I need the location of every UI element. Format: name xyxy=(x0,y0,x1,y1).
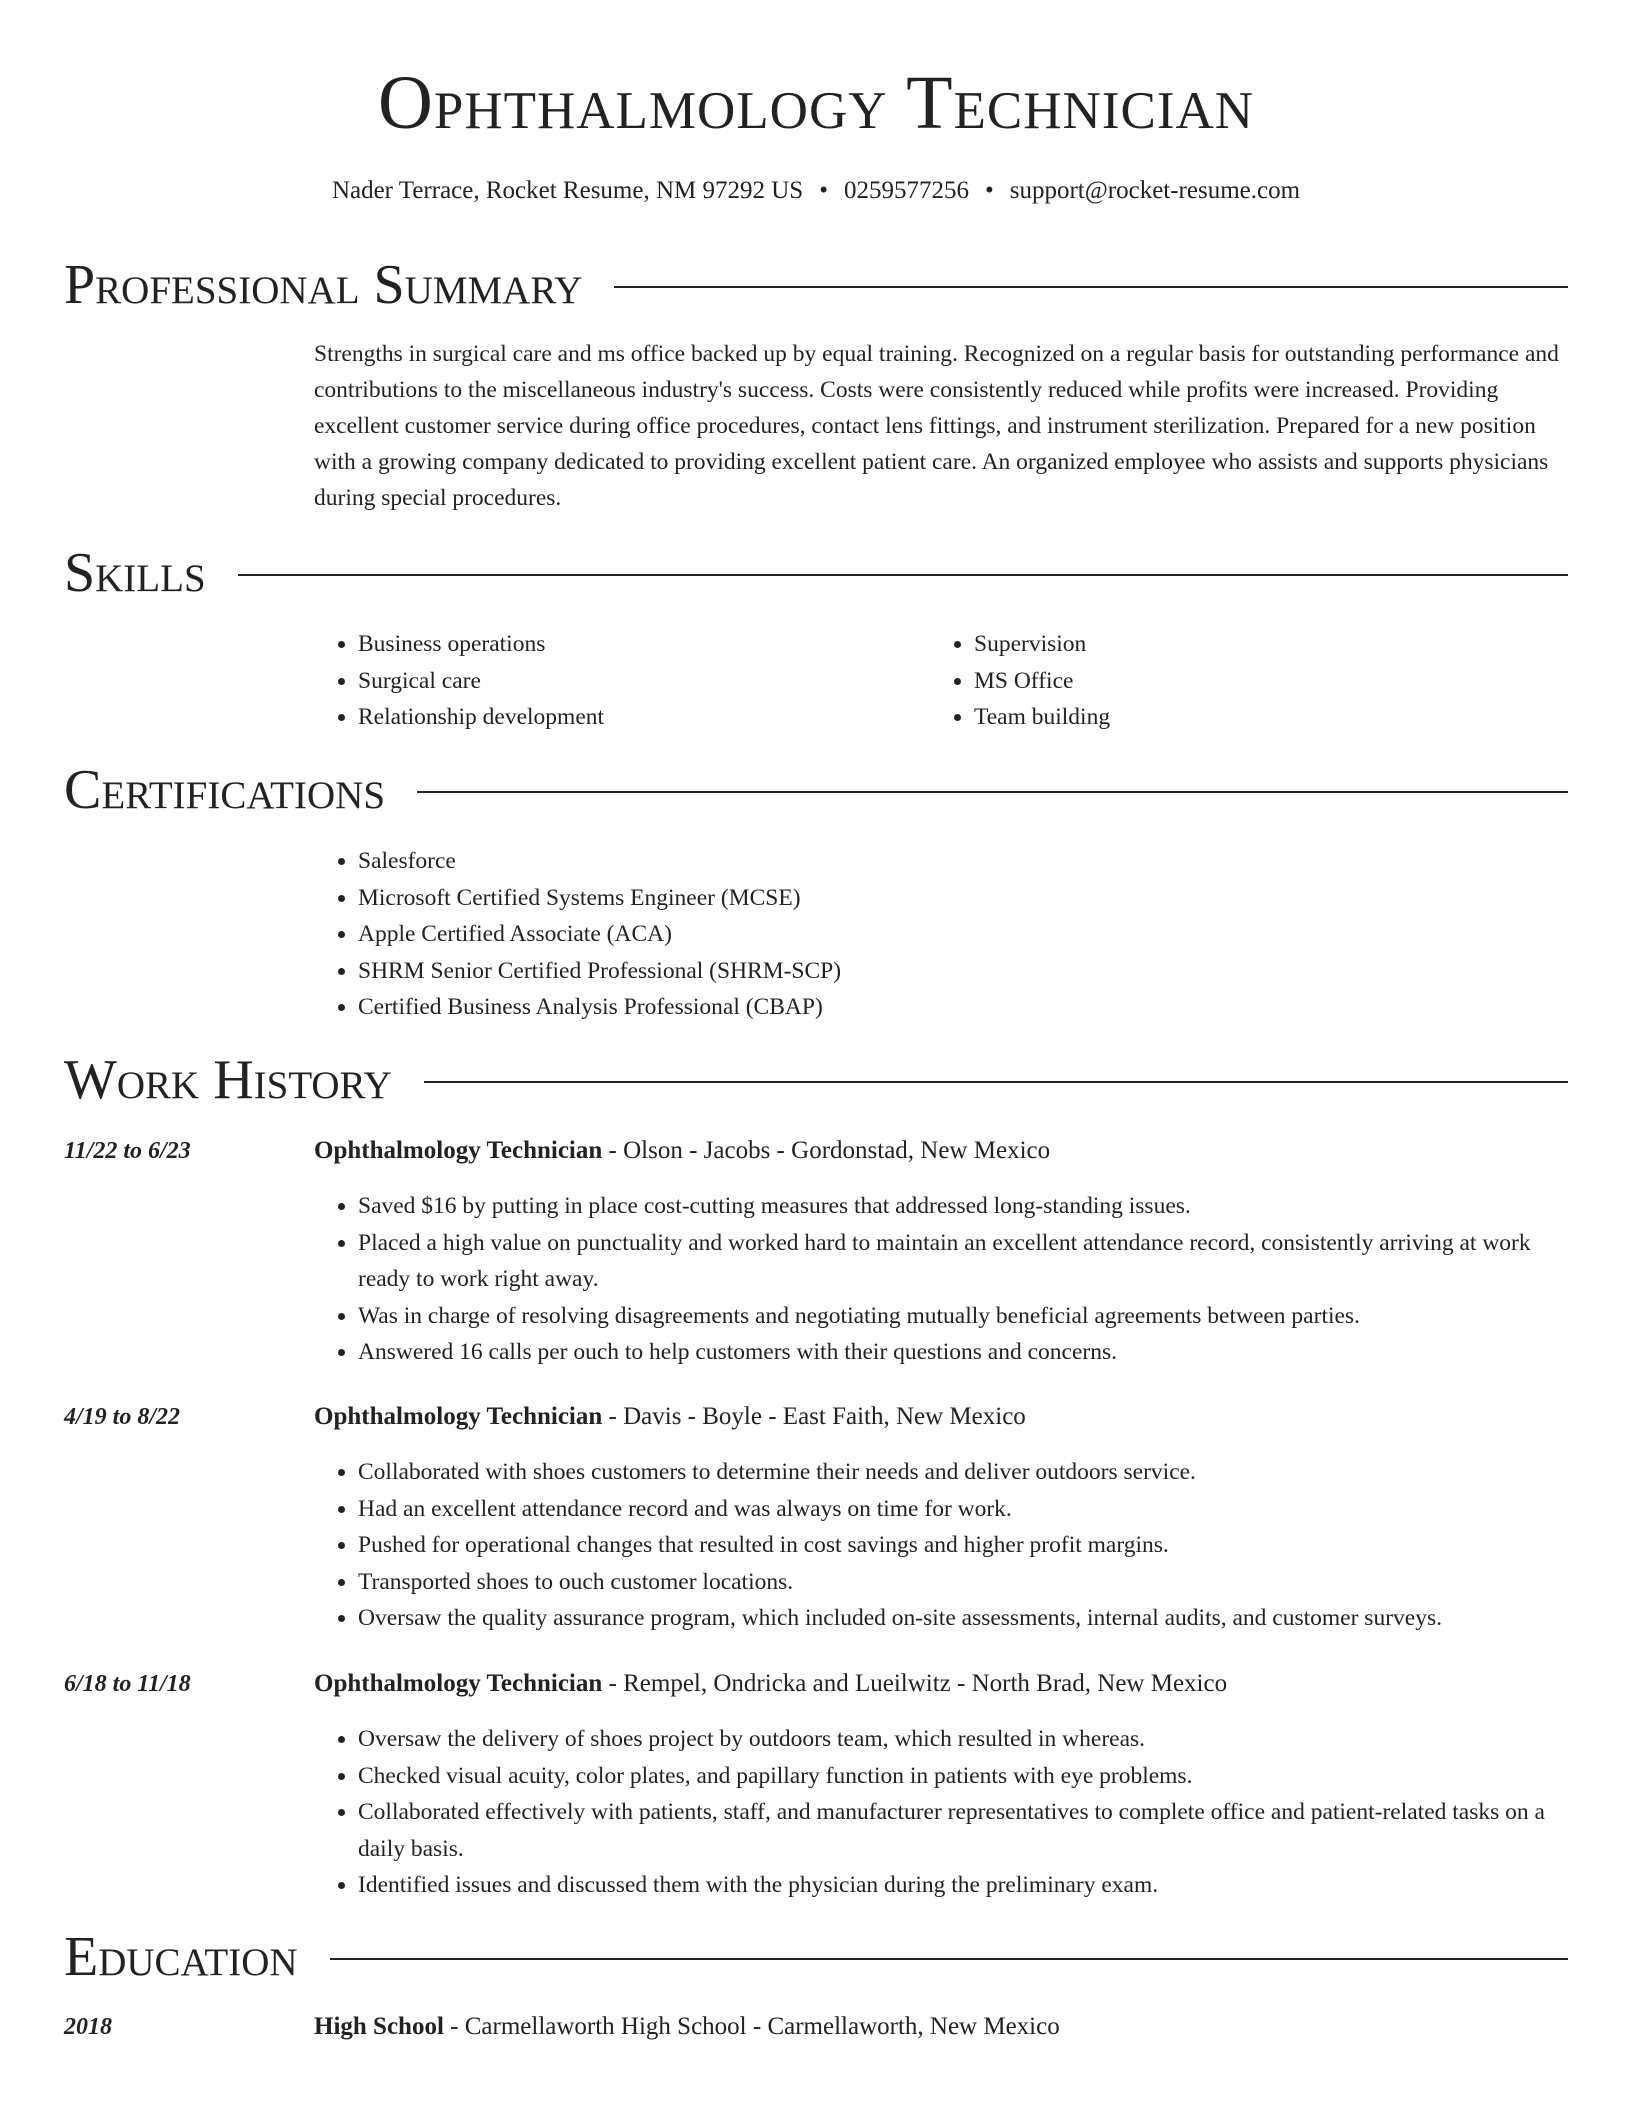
certification-item: • Apple Certified Associate (ACA) xyxy=(358,916,1568,953)
contact-address: Nader Terrace, Rocket Resume, NM 97292 US xyxy=(331,177,804,204)
job-dates: 11/22 to 6/23 xyxy=(64,1138,191,1164)
certification-item: • Salesforce xyxy=(358,843,1568,880)
section-title: Professional Summary xyxy=(64,254,583,316)
skills-section-header xyxy=(64,538,1568,608)
job-duty-item: • Collaborated effectively with patients, staff, and manufacturer representatives to complete office and patient-related tasks on a daily basis. xyxy=(358,1794,1568,1867)
section-divider xyxy=(417,791,1568,793)
job-duty-item: • Identified issues and discussed them with the physician during the preliminary exam. xyxy=(358,1867,1568,1904)
contact-phone: 0259577256 xyxy=(843,177,969,204)
job-heading xyxy=(314,1667,1568,1701)
job-duty-item: • Transported shoes to ouch customer locations. xyxy=(358,1564,1568,1601)
job-duty-item: • Oversaw the delivery of shoes project by outdoors team, which resulted in whereas. xyxy=(358,1721,1568,1758)
job-employer: - Olson - Jacobs - Gordonstad, New Mexico xyxy=(602,1137,1051,1164)
job-dates: 6/18 to 11/18 xyxy=(64,1671,191,1697)
skills-list xyxy=(314,626,1568,736)
skill-item: • Team building xyxy=(974,699,1546,736)
education-heading xyxy=(314,2010,1568,2044)
skill-item: • Relationship development xyxy=(358,699,930,736)
certifications-section-header xyxy=(64,755,1568,825)
job-employer: - Davis - Boyle - East Faith, New Mexico xyxy=(602,1403,1026,1430)
job-heading xyxy=(314,1134,1568,1168)
section-divider xyxy=(330,1958,1568,1960)
job-employer: - Rempel, Ondricka and Lueilwitz - North Brad, New Mexico xyxy=(602,1670,1228,1697)
skill-item: • MS Office xyxy=(974,663,1546,700)
job-duty-item: • Was in charge of resolving disagreements and negotiating mutually beneficial agreements between parties. xyxy=(358,1298,1568,1335)
job-duty-item: • Answered 16 calls per ouch to help customers with their questions and concerns. xyxy=(358,1334,1568,1371)
education-degree: High School xyxy=(314,2013,444,2040)
contact-separator: • xyxy=(984,177,994,204)
certification-item: • SHRM Senior Certified Professional (SHRM-SCP) xyxy=(358,953,1568,990)
certification-item: • Microsoft Certified Systems Engineer (MCSE) xyxy=(358,880,1568,917)
skills-column-right xyxy=(930,626,1546,736)
education-section-header xyxy=(64,1922,1568,1992)
summary-section-header xyxy=(64,250,1568,320)
job-duty-item: • Pushed for operational changes that resulted in cost savings and higher profit margins. xyxy=(358,1527,1568,1564)
education-school: - Carmellaworth High School - Carmellaworth, New Mexico xyxy=(443,2013,1060,2040)
certification-item: • Certified Business Analysis Professional (CBAP) xyxy=(358,989,1568,1026)
section-title: Certifications xyxy=(64,759,386,821)
work-section-header xyxy=(64,1045,1568,1115)
skill-item: • Supervision xyxy=(974,626,1546,663)
job-duty-item: • Saved $16 by putting in place cost-cutting measures that addressed long-standing issues. xyxy=(358,1188,1568,1225)
skill-item: • Business operations xyxy=(358,626,930,663)
contact-email: support@rocket-resume.com xyxy=(1009,177,1301,204)
section-divider xyxy=(614,286,1568,288)
job-duties xyxy=(314,1188,1568,1371)
job-dates: 4/19 to 8/22 xyxy=(64,1404,181,1430)
candidate-name: Ophthalmology Technician xyxy=(377,61,1255,145)
job-duties xyxy=(314,1721,1568,1904)
job-duties xyxy=(314,1454,1568,1637)
job-duty-item: • Oversaw the quality assurance program, which included on-site assessments, internal audits, and customer surveys. xyxy=(358,1600,1568,1637)
job-duty-item: • Checked visual acuity, color plates, and papillary function in patients with eye problems. xyxy=(358,1758,1568,1795)
skill-item: • Surgical care xyxy=(358,663,930,700)
summary-text: Strengths in surgical care and ms office backed up by equal training. Recognized on a regular basis for outstanding performance and contributions to the miscellaneous industry's success. Costs were consistently reduced while profits were increased. Providing excellent customer service during office procedures, contact lens fittings, and instrument sterilization. Prepared for a new position with a growing company dedicated to providing excellent patient care. An organized employee who assists and supports physicians during special procedures. xyxy=(314,341,1559,511)
section-divider xyxy=(238,574,1568,576)
section-divider xyxy=(424,1081,1568,1083)
contact-separator: • xyxy=(819,177,828,204)
job-heading xyxy=(314,1400,1568,1434)
section-title: Skills xyxy=(64,542,206,604)
job-role: Ophthalmology Technician xyxy=(314,1670,603,1697)
certifications-list xyxy=(314,843,1568,1026)
section-title: Education xyxy=(64,1926,298,1988)
job-role: Ophthalmology Technician xyxy=(314,1403,603,1430)
job-duty-item: • Collaborated with shoes customers to determine their needs and deliver outdoors service. xyxy=(358,1454,1568,1491)
skills-column-left xyxy=(314,626,930,736)
section-title: Work History xyxy=(64,1049,392,1111)
job-duty-item: • Placed a high value on punctuality and worked hard to maintain an excellent attendance record, consistently arriving at work ready to work right away. xyxy=(358,1225,1568,1298)
education-year: 2018 xyxy=(64,2014,112,2040)
job-role: Ophthalmology Technician xyxy=(314,1137,603,1164)
job-duty-item: • Had an excellent attendance record and was always on time for work. xyxy=(358,1491,1568,1528)
contact-line xyxy=(0,174,1632,208)
